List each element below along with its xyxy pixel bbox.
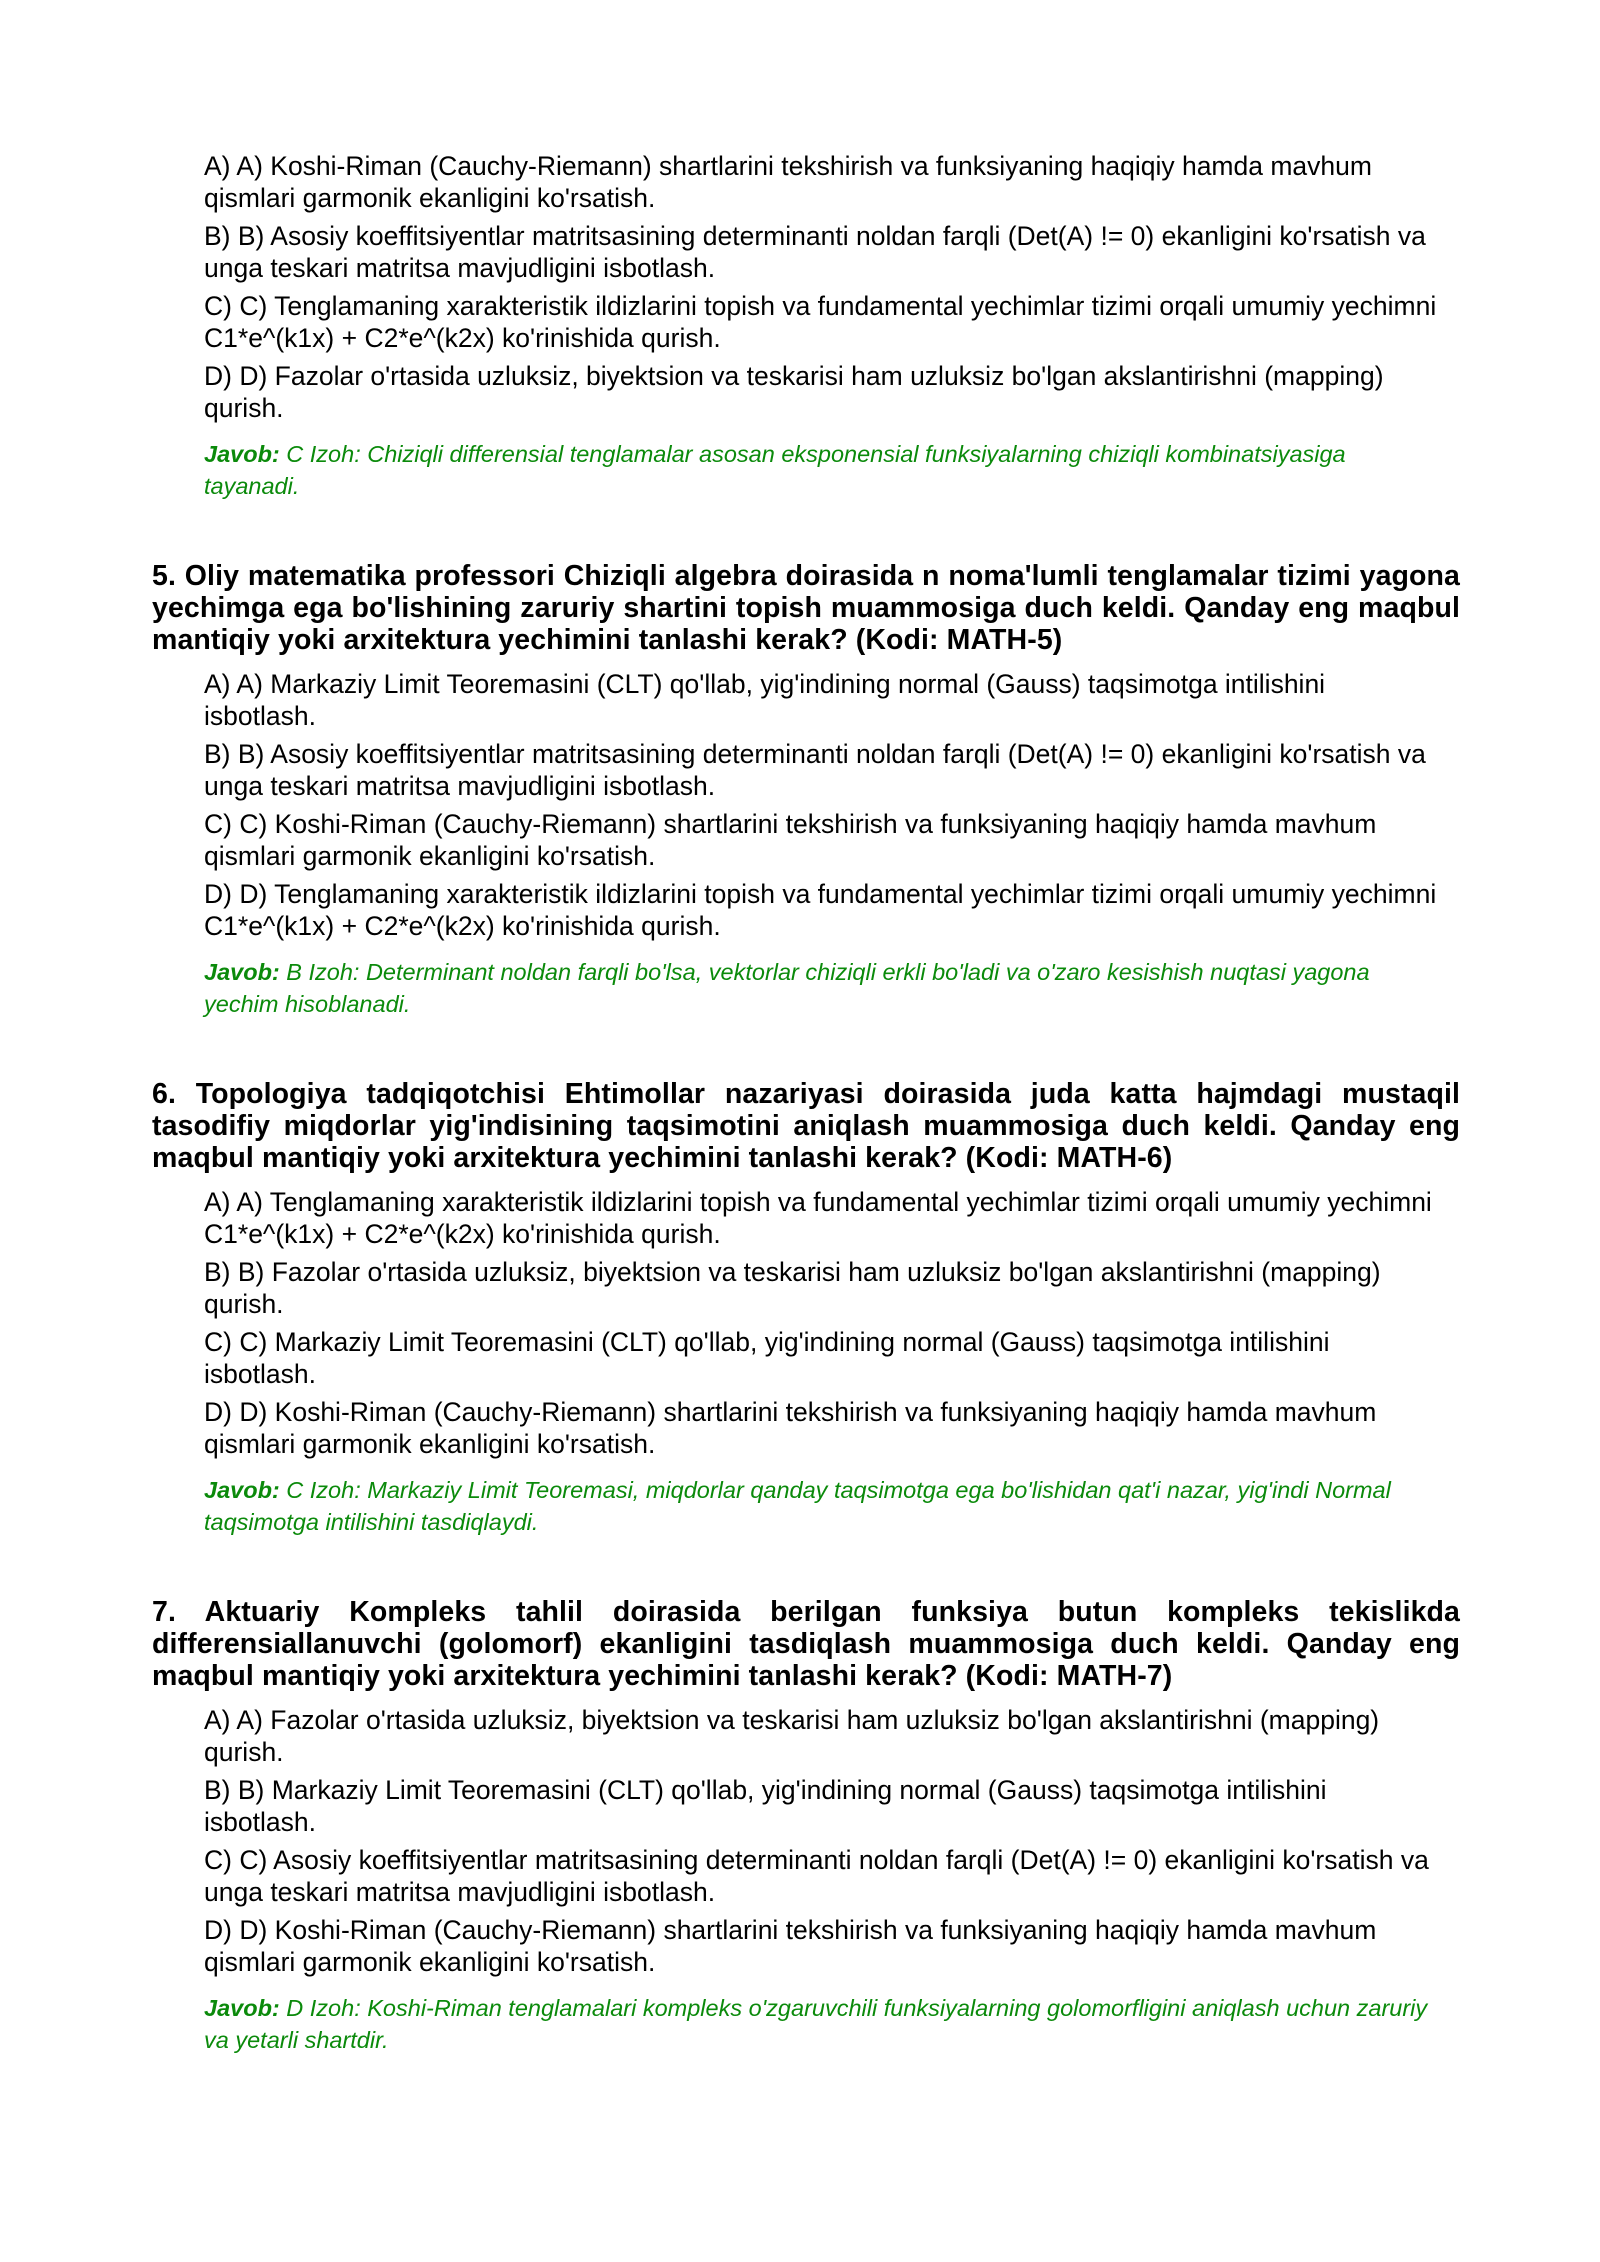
option-b: B) B) Markaziy Limit Teoremasini (CLT) qo'llab, yig'indining normal (Gauss) taqsimotga intilishini isbotlash. — [204, 1775, 1327, 1837]
option-d: D) D) Fazolar o'rtasida uzluksiz, biyektsion va teskarisi ham uzluksiz bo'lgan akslantirishni (mapping) qurish. — [204, 361, 1384, 423]
answer-explanation — [204, 438, 1444, 502]
answer-text: B Izoh: Determinant noldan farqli bo'lsa, vektorlar chiziqli erkli bo'ladi va o'zaro kesishish nuqtasi yagona yechim hisoblanadi. — [204, 959, 1370, 1017]
option-a: A) A) Markaziy Limit Teoremasini (CLT) qo'llab, yig'indining normal (Gauss) taqsimotga intilishini isbotlash. — [204, 669, 1326, 731]
answer-explanation — [204, 956, 1444, 1020]
option-a: A) A) Koshi-Riman (Cauchy-Riemann) shartlarini tekshirish va funksiyaning haqiqiy hamda mavhum qismlari garmonik ekanligini ko'rsatish. — [204, 151, 1372, 213]
option-d: D) D) Koshi-Riman (Cauchy-Riemann) shartlarini tekshirish va funksiyaning haqiqiy hamda mavhum qismlari garmonik ekanligini ko'rsatish. — [204, 1915, 1377, 1977]
option-d: D) D) Tenglamaning xarakteristik ildizlarini topish va fundamental yechimlar tizimi orqali umumiy yechimni C1*e^(k1x) + C2*e^(k2x) ko'rinishida qurish. — [204, 879, 1437, 941]
options-list — [204, 150, 1460, 424]
question-title: 7. Aktuariy Kompleks tahlil doirasida berilgan funksiya butun kompleks tekislikda differensiallanuvchi (golomorf) ekanligini tasdiqlash muammosiga duch keldi. Qanday eng maqbul mantiqiy yoki arxitektura yechimini tanlashi kerak? (Kodi: MATH-7) — [152, 1596, 1460, 1692]
answer-text: D Izoh: Koshi-Riman tenglamalari kompleks o'zgaruvchili funksiyalarning golomorfligini aniqlash uchun zaruriy va yetarli shartdir. — [204, 1995, 1428, 2053]
question-7 — [152, 1596, 1460, 2056]
question-6 — [152, 1078, 1460, 1538]
answer-text: C Izoh: Chiziqli differensial tenglamalar asosan eksponensial funksiyalarning chiziqli kombinatsiyasiga tayanadi. — [204, 441, 1346, 499]
answer-explanation — [204, 1992, 1444, 2056]
option-a: A) A) Tenglamaning xarakteristik ildizlarini topish va fundamental yechimlar tizimi orqali umumiy yechimni C1*e^(k1x) + C2*e^(k2x) ko'rinishida qurish. — [204, 1187, 1432, 1249]
option-c: C) C) Tenglamaning xarakteristik ildizlarini topish va fundamental yechimlar tizimi orqali umumiy yechimni C1*e^(k1x) + C2*e^(k2x) ko'rinishida qurish. — [204, 291, 1437, 353]
answer-label: Javob: — [204, 1995, 280, 2021]
options-list — [204, 668, 1460, 942]
question-title: 6. Topologiya tadqiqotchisi Ehtimollar nazariyasi doirasida juda katta hajmdagi mustaqil tasodifiy miqdorlar yig'indisining taqsimotini aniqlash muammosiga duch keldi. Qanday eng maqbul mantiqiy yoki arxitektura yechimini tanlashi kerak? (Kodi: MATH-6) — [152, 1078, 1460, 1174]
answer-label: Javob: — [204, 959, 280, 985]
question-title: 5. Oliy matematika professori Chiziqli algebra doirasida n noma'lumli tenglamalar tizimi yagona yechimga ega bo'lishining zaruriy shartini topish muammosiga duch keldi. Qanday eng maqbul mantiqiy yoki arxitektura yechimini tanlashi kerak? (Kodi: MATH-5) — [152, 560, 1460, 656]
option-b: B) B) Asosiy koeffitsiyentlar matritsasining determinanti noldan farqli (Det(A) != 0) ekanligini ko'rsatish va unga teskari matritsa mavjudligini isbotlash. — [204, 739, 1426, 801]
option-a: A) A) Fazolar o'rtasida uzluksiz, biyektsion va teskarisi ham uzluksiz bo'lgan akslantirishni (mapping) qurish. — [204, 1705, 1380, 1767]
option-d: D) D) Koshi-Riman (Cauchy-Riemann) shartlarini tekshirish va funksiyaning haqiqiy hamda mavhum qismlari garmonik ekanligini ko'rsatish. — [204, 1397, 1377, 1459]
option-b: B) B) Fazolar o'rtasida uzluksiz, biyektsion va teskarisi ham uzluksiz bo'lgan akslantirishni (mapping) qurish. — [204, 1257, 1381, 1319]
answer-text: C Izoh: Markaziy Limit Teoremasi, miqdorlar qanday taqsimotga ega bo'lishidan qat'i nazar, yig'indi Normal taqsimotga intilishini tasdiqlaydi. — [204, 1477, 1391, 1535]
option-c: C) C) Markaziy Limit Teoremasini (CLT) qo'llab, yig'indining normal (Gauss) taqsimotga intilishini isbotlash. — [204, 1327, 1330, 1389]
options-list — [204, 1186, 1460, 1460]
question-4 — [152, 150, 1460, 502]
answer-explanation — [204, 1474, 1444, 1538]
document-content — [152, 150, 1460, 2056]
option-c: C) C) Koshi-Riman (Cauchy-Riemann) shartlarini tekshirish va funksiyaning haqiqiy hamda mavhum qismlari garmonik ekanligini ko'rsatish. — [204, 809, 1377, 871]
option-b: B) B) Asosiy koeffitsiyentlar matritsasining determinanti noldan farqli (Det(A) != 0) ekanligini ko'rsatish va unga teskari matritsa mavjudligini isbotlash. — [204, 221, 1426, 283]
answer-label: Javob: — [204, 441, 280, 467]
options-list — [204, 1704, 1460, 1978]
answer-label: Javob: — [204, 1477, 280, 1503]
option-c: C) C) Asosiy koeffitsiyentlar matritsasining determinanti noldan farqli (Det(A) != 0) ekanligini ko'rsatish va unga teskari matritsa mavjudligini isbotlash. — [204, 1845, 1429, 1907]
question-5 — [152, 560, 1460, 1020]
